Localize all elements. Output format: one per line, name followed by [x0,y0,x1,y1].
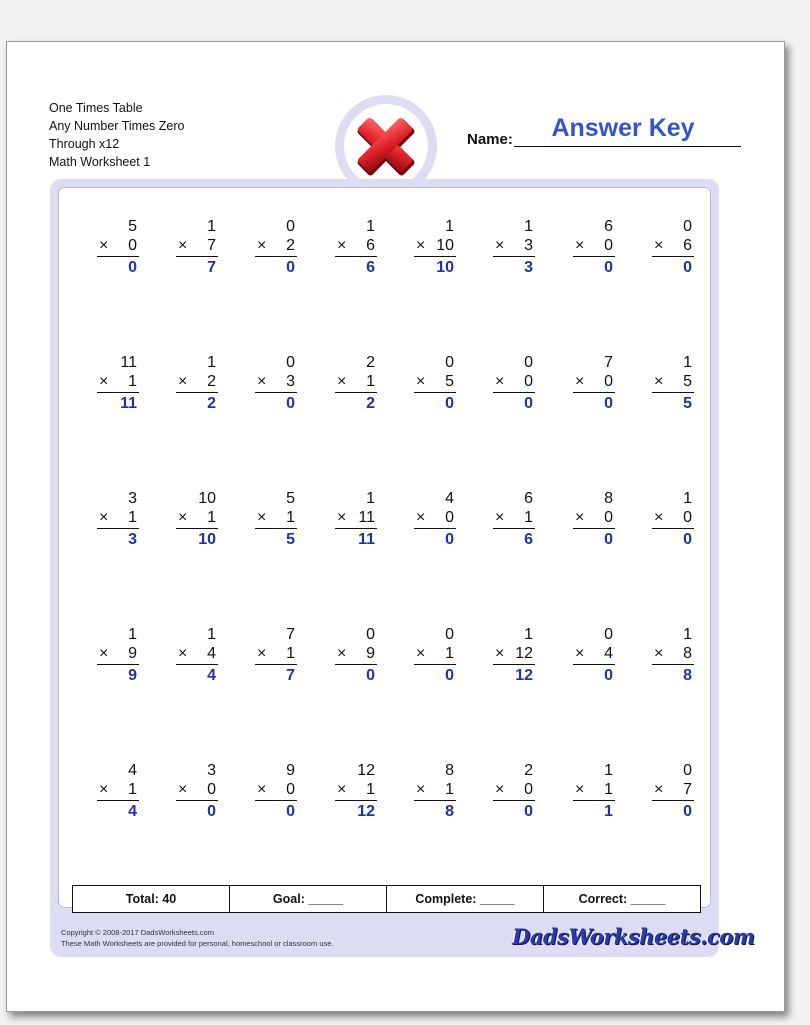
problem-r5-c7 [569,761,629,825]
times-sign: × [337,373,347,390]
times-sign: × [99,645,109,662]
problem-r5-c1 [93,761,153,825]
answer-rule [255,800,297,801]
answer-rule [176,664,218,665]
problem-r3-c8 [648,489,708,553]
times-sign: × [178,781,188,798]
times-sign: × [257,781,267,798]
multiplier: 1 [524,509,533,526]
answer: 3 [128,531,137,548]
multiplier: 6 [683,237,692,254]
answer: 6 [366,259,375,276]
answer-rule [414,392,456,393]
problem-r2-c2 [172,353,232,417]
times-sign: × [99,781,109,798]
multiplicand: 1 [366,490,375,507]
multiplicand: 1 [445,218,454,235]
answer-rule [493,528,535,529]
multiplier: 0 [683,509,692,526]
multiplicand: 0 [445,626,454,643]
multiplicand: 2 [524,762,533,779]
dadsworksheets-logo: DadsWorksheets.com [512,924,755,949]
multiplicand: 3 [128,490,137,507]
multiplicand: 0 [524,354,533,371]
multiplicand: 6 [604,218,613,235]
problem-r2-c8 [648,353,708,417]
times-sign: × [416,781,426,798]
problem-r3-c6 [489,489,549,553]
answer: 11 [358,531,375,548]
multiplier: 5 [683,373,692,390]
multiplier: 0 [128,237,137,254]
answer: 0 [683,803,692,820]
answer: 3 [524,259,533,276]
answer-rule [335,664,377,665]
answer: 0 [128,259,137,276]
answer: 10 [436,259,454,276]
multiplier: 5 [445,373,454,390]
answer: 12 [357,803,375,820]
times-sign: × [495,509,505,526]
answer-rule [176,528,218,529]
answer-rule [255,528,297,529]
answer: 0 [445,395,454,412]
answer-rule [573,256,615,257]
answer: 8 [445,803,454,820]
answer-rule [335,528,377,529]
times-sign: × [257,509,267,526]
multiplicand: 0 [604,626,613,643]
problem-r5-c6 [489,761,549,825]
worksheet-page [6,41,785,1012]
times-sign: × [257,237,267,254]
multiplier: 2 [286,237,295,254]
answer: 0 [604,259,613,276]
goal-cell: Goal: _____ [230,886,387,912]
worksheet-frame [50,179,755,957]
name-line [514,146,741,147]
problem-r1-c7 [569,217,629,281]
problem-area [58,187,711,908]
multiplicand: 0 [445,354,454,371]
answer: 5 [683,395,692,412]
times-sign: × [654,509,664,526]
multiplier: 1 [286,645,295,662]
answer: 2 [366,395,375,412]
answer: 6 [524,531,533,548]
total-cell: Total: 40 [73,886,230,912]
answer: 12 [515,667,533,684]
answer: 2 [207,395,216,412]
times-sign: × [337,645,347,662]
multiplicand: 6 [524,490,533,507]
times-sign: × [575,781,585,798]
answer: 4 [207,667,216,684]
times-sign: × [654,237,664,254]
multiplicand: 7 [286,626,295,643]
multiplicand: 1 [683,354,692,371]
problem-r1-c8 [648,217,708,281]
answer-rule [414,256,456,257]
answer-rule [255,392,297,393]
answer-rule [97,528,139,529]
problem-r3-c7 [569,489,629,553]
problem-r3-c1 [93,489,153,553]
answer-key-text: Answer Key [551,114,695,142]
answer: 4 [128,803,137,820]
answer-rule [493,392,535,393]
times-sign: × [99,509,109,526]
problem-r3-c3 [251,489,311,553]
answer-rule [335,800,377,801]
answer: 9 [128,667,137,684]
problem-r3-c4 [331,489,391,553]
multiplier: 0 [286,781,295,798]
answer-rule [255,256,297,257]
times-sign: × [99,373,109,390]
multiplicand: 1 [207,354,216,371]
problem-r4-c6 [489,625,549,689]
answer-rule [255,664,297,665]
multiplier: 4 [604,645,613,662]
title-line-1: One Times Table [49,101,143,115]
answer-rule [176,800,218,801]
multiplicand: 1 [207,626,216,643]
problem-r4-c8 [648,625,708,689]
answer-rule [97,392,139,393]
problem-r4-c1 [93,625,153,689]
multiplicand: 7 [604,354,613,371]
answer: 0 [524,803,533,820]
answer-rule [335,256,377,257]
problem-r3-c2 [172,489,232,553]
multiplicand: 0 [286,354,295,371]
multiplicand: 2 [366,354,375,371]
answer-rule [97,664,139,665]
multiplier: 0 [445,509,454,526]
multiplier: 9 [366,645,375,662]
answer: 0 [445,667,454,684]
problem-r2-c3 [251,353,311,417]
multiplier: 0 [604,237,613,254]
red-x-icon [346,106,426,186]
multiplicand: 0 [366,626,375,643]
answer: 7 [207,259,216,276]
times-sign: × [178,645,188,662]
answer-rule [414,800,456,801]
problem-r5-c8 [648,761,708,825]
problem-r2-c5 [410,353,470,417]
worksheet-title-block [49,99,184,171]
multiplier: 7 [207,237,216,254]
times-sign: × [654,373,664,390]
answer-rule [414,664,456,665]
answer-rule [97,256,139,257]
multiplier: 1 [445,781,454,798]
multiplier: 3 [286,373,295,390]
problem-r1-c5 [410,217,470,281]
answer-rule [573,392,615,393]
times-sign: × [575,509,585,526]
answer-rule [493,664,535,665]
times-sign: × [654,645,664,662]
answer-rule [97,800,139,801]
copyright-line-1: Copyright © 2008-2017 DadsWorksheets.com [61,928,214,937]
score-bar [72,885,701,913]
answer-rule [573,664,615,665]
problem-r5-c4 [331,761,391,825]
times-sign: × [495,645,505,662]
title-line-4: Math Worksheet 1 [49,155,151,169]
problem-r3-c5 [410,489,470,553]
times-sign: × [495,237,505,254]
answer: 10 [198,531,216,548]
multiplier: 6 [366,237,375,254]
multiplier: 4 [207,645,216,662]
answer-rule [176,392,218,393]
multiplicand: 1 [604,762,613,779]
times-sign: × [495,373,505,390]
multiplier: 1 [366,373,375,390]
multiplicand: 12 [357,762,375,779]
answer-rule [652,664,694,665]
title-line-3: Through x12 [49,137,120,151]
problem-r2-c7 [569,353,629,417]
answer: 8 [683,667,692,684]
answer-rule [573,800,615,801]
times-sign: × [575,373,585,390]
answer: 0 [286,803,295,820]
answer-rule [493,256,535,257]
multiplicand: 11 [120,354,137,371]
answer: 0 [286,259,295,276]
times-sign: × [178,237,188,254]
multiplicand: 8 [445,762,454,779]
problem-r4-c4 [331,625,391,689]
problem-r4-c5 [410,625,470,689]
problem-r4-c3 [251,625,311,689]
answer: 0 [207,803,216,820]
times-sign: × [178,509,188,526]
answer-rule [652,392,694,393]
complete-cell: Complete: _____ [387,886,544,912]
multiplicand: 5 [128,218,137,235]
answer: 0 [445,531,454,548]
title-line-2: Any Number Times Zero [49,119,185,133]
multiplicand: 5 [286,490,295,507]
correct-cell: Correct: _____ [578,892,666,906]
multiplicand: 4 [445,490,454,507]
times-sign: × [654,781,664,798]
multiplicand: 1 [128,626,137,643]
answer: 0 [604,395,613,412]
times-sign: × [337,509,347,526]
problem-r1-c1 [93,217,153,281]
answer: 0 [683,531,692,548]
multiplier: 3 [524,237,533,254]
problem-r1-c2 [172,217,232,281]
multiplicand: 1 [683,490,692,507]
multiplicand: 1 [683,626,692,643]
multiplicand: 1 [366,218,375,235]
times-sign: × [416,645,426,662]
times-sign: × [495,781,505,798]
problem-r1-c6 [489,217,549,281]
problem-r5-c2 [172,761,232,825]
multiplier: 1 [128,373,137,390]
multiplier: 0 [604,373,613,390]
multiplicand: 0 [683,218,692,235]
times-sign: × [575,645,585,662]
multiplier: 11 [358,509,375,526]
multiplier: 1 [128,509,137,526]
answer: 0 [286,395,295,412]
multiplier: 1 [286,509,295,526]
multiplier: 1 [604,781,613,798]
answer: 0 [366,667,375,684]
problem-r5-c3 [251,761,311,825]
problem-r1-c4 [331,217,391,281]
answer: 0 [683,259,692,276]
multiplier: 0 [524,781,533,798]
multiplicand: 4 [128,762,137,779]
answer: 1 [604,803,613,820]
multiplier: 1 [128,781,137,798]
times-sign: × [416,509,426,526]
multiplier: 10 [436,237,454,254]
multiplier: 2 [207,373,216,390]
multiplicand: 0 [286,218,295,235]
multiplier: 0 [207,781,216,798]
times-sign: × [416,373,426,390]
problem-r4-c7 [569,625,629,689]
multiplier: 8 [683,645,692,662]
copyright-notice [61,927,334,949]
answer: 11 [120,395,137,412]
answer-rule [414,528,456,529]
answer-rule [335,392,377,393]
times-sign: × [575,237,585,254]
answer-rule [652,256,694,257]
answer-rule [176,256,218,257]
multiplicand: 1 [207,218,216,235]
multiplier: 1 [445,645,454,662]
multiplier: 0 [524,373,533,390]
multiplier: 7 [683,781,692,798]
answer: 0 [604,667,613,684]
answer: 0 [524,395,533,412]
problem-r4-c2 [172,625,232,689]
multiplicand: 1 [524,626,533,643]
multiplier: 1 [207,509,216,526]
multiplier: 1 [366,781,375,798]
answer-rule [573,528,615,529]
times-sign: × [257,373,267,390]
answer-rule [493,800,535,801]
problem-r5-c5 [410,761,470,825]
answer-rule [652,528,694,529]
times-sign: × [178,373,188,390]
times-sign: × [416,237,426,254]
multiplicand: 0 [683,762,692,779]
problem-r2-c1 [93,353,153,417]
answer: 0 [604,531,613,548]
times-sign: × [337,237,347,254]
problem-r1-c3 [251,217,311,281]
multiplicand: 9 [286,762,295,779]
problem-r2-c4 [331,353,391,417]
multiplicand: 10 [198,490,216,507]
answer: 7 [286,667,295,684]
times-sign: × [257,645,267,662]
multiplicand: 1 [524,218,533,235]
answer-rule [652,800,694,801]
times-sign: × [337,781,347,798]
multiplier: 9 [128,645,137,662]
multiplier: 0 [604,509,613,526]
times-sign: × [99,237,109,254]
multiplicand: 8 [604,490,613,507]
problem-r2-c6 [489,353,549,417]
name-label: Name: [467,131,513,148]
copyright-line-2: These Math Worksheets are provided for personal, homeschool or classroom use. [61,939,334,948]
multiplier: 12 [515,645,533,662]
answer: 5 [286,531,295,548]
multiplicand: 3 [207,762,216,779]
